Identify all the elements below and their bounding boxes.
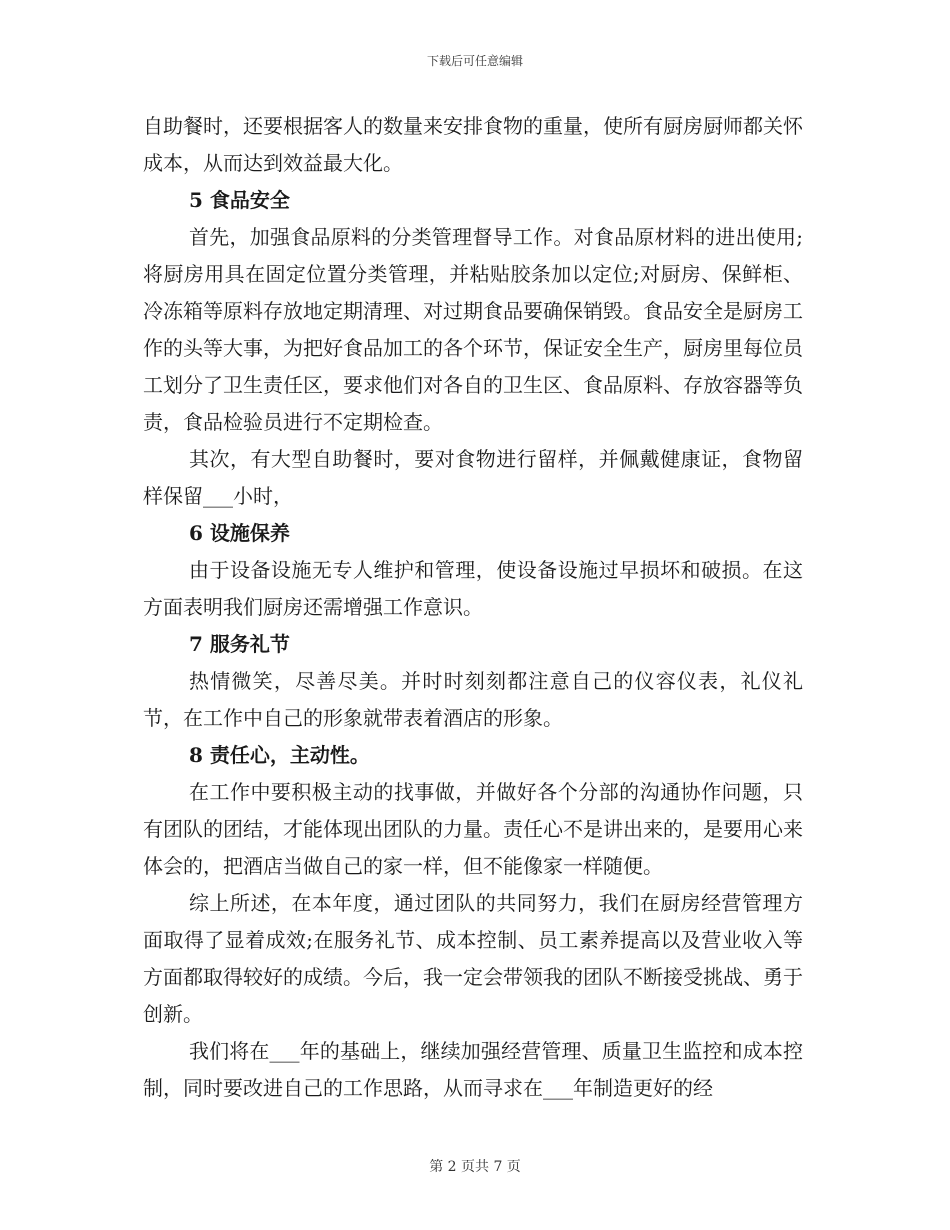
- page-header: 下载后可任意编辑: [426, 54, 523, 68]
- section-heading-responsibility: 8 责任心，主动性。: [189, 743, 370, 767]
- paragraph-food-safety-second: 其次，有大型自助餐时，要对食物进行留样，并佩戴健康证，食物留样保留___小时，: [143, 447, 803, 508]
- document-body: [143, 108, 803, 1107]
- paragraph-summary: 综上所述，在本年度，通过团队的共同努力，我们在厨房经营管理方面取得了显着成效;在服务礼节、成本控制、员工素养提高以及营业收入等方面都取得较好的成绩。今后，我一定会带领我的团队不断接受挑战、勇于创新。: [143, 891, 803, 1026]
- paragraph-facility-maintenance: 由于设备设施无专人维护和管理，使设备设施过早损坏和破损。在这方面表明我们厨房还需增强工作意识。: [143, 558, 803, 619]
- section-heading-service-etiquette: 7 服务礼节: [189, 632, 290, 656]
- paragraph-continuation: 自助餐时，还要根据客人的数量来安排食物的重量，使所有厨房厨师都关怀成本，从而达到效益最大化。: [143, 114, 803, 175]
- page-footer: 第 2 页共 7 页: [429, 1159, 521, 1175]
- paragraph-service-etiquette: 热情微笑，尽善尽美。并时时刻刻都注意自己的仪容仪表，礼仪礼节，在工作中自己的形象就带表着酒店的形象。: [143, 669, 803, 730]
- section-heading-facility-maintenance: 6 设施保养: [189, 521, 290, 545]
- paragraph-responsibility: 在工作中要积极主动的找事做，并做好各个分部的沟通协作问题，只有团队的团结，才能体现出团队的力量。责任心不是讲出来的，是要用心来体会的，把酒店当做自己的家一样，但不能像家一样随便。: [143, 780, 803, 878]
- paragraph-food-safety-first: 首先，加强食品原料的分类管理督导工作。对食品原材料的进出使用;将厨房用具在固定位置分类管理，并粘贴胶条加以定位;对厨房、保鲜柜、冷冻箱等原料存放地定期清理、对过期食品要确保销毁。食品安全是厨房工作的头等大事，为把好食品加工的各个环节，保证安全生产，厨房里每位员工划分了卫生责任区，要求他们对各自的卫生区、食品原料、存放容器等负责，食品检验员进行不定期检查。: [143, 225, 803, 434]
- paragraph-outlook: 我们将在___年的基础上，继续加强经营管理、质量卫生监控和成本控制，同时要改进自己的工作思路，从而寻求在___年制造更好的经: [143, 1039, 803, 1100]
- section-heading-food-safety: 5 食品安全: [189, 188, 290, 212]
